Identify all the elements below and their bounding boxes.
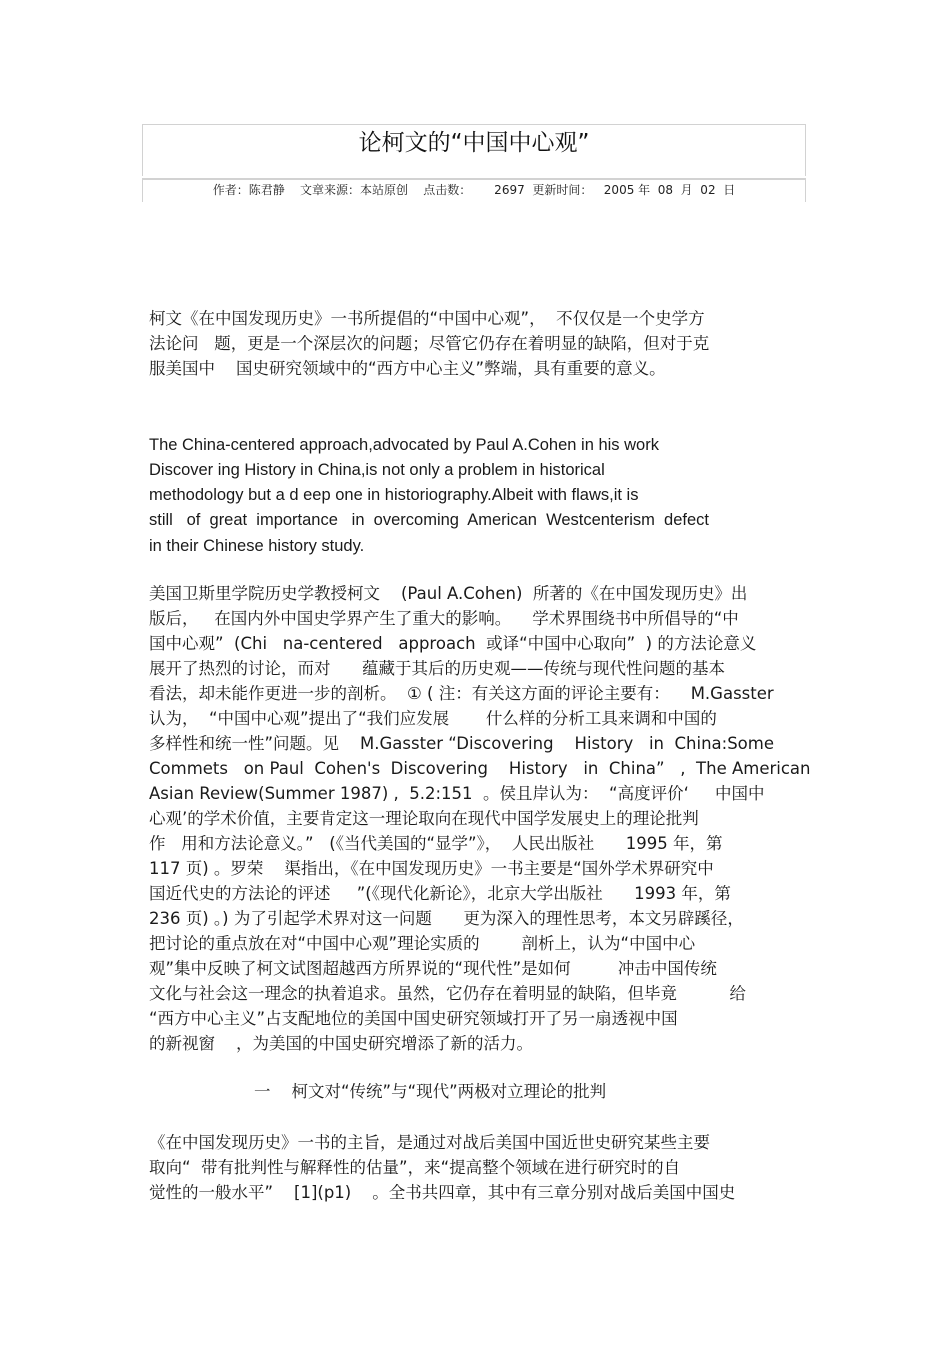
body-line: 觉性的一般水平” [1](p1) 。全书共四章，其中有三章分别对战后美国中国史 bbox=[149, 1183, 736, 1202]
abstract-en-line: methodology but a d eep one in historiography.Albeit with flaws,it is bbox=[149, 486, 639, 504]
body-line: 版后， 在国内外中国史学界产生了重大的影响。 学术界围绕书中所倡导的“中 bbox=[149, 609, 739, 628]
body-line: 236 页) 。) 为了引起学术界对这一问题 更为深入的理性思考，本文另辟蹊径， bbox=[149, 909, 744, 928]
section-heading: 一 柯文对“传统”与“现代”两极对立理论的批判 bbox=[254, 1082, 607, 1101]
page-title: 论柯文的“中国中心观” bbox=[358, 130, 590, 156]
body-line: 作 用和方法论意义。” (《当代美国的“显学”》， 人民出版社 1995 年，第 bbox=[149, 834, 723, 853]
body-line: “西方中心主义”占支配地位的美国中国史研究领域打开了另一扇透视中国 bbox=[149, 1009, 678, 1028]
body-line: 观”集中反映了柯文试图超越西方所界说的“现代性”是如何 冲击中国传统 bbox=[149, 959, 717, 978]
title-box bbox=[142, 124, 806, 176]
abstract-cn-line: 法论问 题，更是一个深层次的问题；尽管它仍存在着明显的缺陷，但对于克 bbox=[149, 334, 710, 353]
body-line: 展开了热烈的讨论，而对 蕴藏于其后的历史观——传统与现代性问题的基本 bbox=[149, 659, 725, 678]
body-line: 心观’的学术价值，主要肯定这一理论取向在现代中国学发展史上的理论批判 bbox=[149, 809, 699, 828]
meta-box bbox=[142, 178, 806, 202]
body-line: 取向“ 带有批判性与解释性的估量”，来“提高整个领域在进行研究时的自 bbox=[149, 1158, 681, 1177]
article-meta: 作者：陈君静 文章来源：本站原创 点击数： 2697 更新时间： 2005 年 08 月 02 日 bbox=[212, 183, 736, 197]
body-line: 《在中国发现历史》一书的主旨，是通过对战后美国中国近世史研究某些主要 bbox=[149, 1133, 710, 1152]
abstract-en-line: still of great importance in overcoming American Westcenterism defect bbox=[149, 511, 710, 529]
abstract-cn-line: 柯文《在中国发现历史》一书所提倡的“中国中心观”， 不仅仅是一个史学方 bbox=[149, 309, 705, 328]
body-line: 认为， “中国中心观”提出了“我们应发展 什么样的分析工具来调和中国的 bbox=[149, 709, 717, 728]
body-line: 美国卫斯里学院历史学教授柯文 (Paul A.Cohen) 所著的《在中国发现历史》出 bbox=[149, 584, 748, 603]
abstract-cn-line: 服美国中 国史研究领域中的“西方中心主义”弊端，具有重要的意义。 bbox=[149, 359, 666, 378]
body-line: 国近代史的方法论的评述 ”(《现代化新论》，北京大学出版社 1993 年，第 bbox=[149, 884, 731, 903]
body-line: 多样性和统一性”问题。见 M.Gasster “Discovering History in China:Some bbox=[149, 734, 774, 753]
body-line: 文化与社会这一理念的执着追求。虽然，它仍存在着明显的缺陷，但毕竟 给 bbox=[149, 984, 746, 1003]
abstract-en-line: Discover ing History in China,is not only a problem in historical bbox=[149, 461, 605, 479]
body-line: 把讨论的重点放在对“中国中心观”理论实质的 剖析上，认为“中国中心 bbox=[149, 934, 696, 953]
abstract-en-line: The China-centered approach,advocated by Paul A.Cohen in his work bbox=[149, 436, 659, 454]
body-line: Commets on Paul Cohen's Discovering History in China” , The American bbox=[149, 759, 811, 778]
body-line: 117 页) 。罗荣 渠指出，《在中国发现历史》一书主要是“国外学术界研究中 bbox=[149, 859, 714, 878]
body-line: 国中心观” (Chi na-centered approach 或译“中国中心取向” ) 的方法论意义 bbox=[149, 634, 757, 653]
abstract-en-line: in their Chinese history study. bbox=[149, 537, 365, 555]
body-line: 看法，却未能作更进一步的剖析。 ① ( 注：有关这方面的评论主要有： M.Gasster bbox=[149, 684, 774, 703]
body-line: Asian Review(Summer 1987) , 5.2:151 。侯且岸认为： “高度评价‘ 中国中 bbox=[149, 784, 765, 803]
body-line: 的新视窗 ，为美国的中国史研究增添了新的活力。 bbox=[149, 1034, 533, 1053]
